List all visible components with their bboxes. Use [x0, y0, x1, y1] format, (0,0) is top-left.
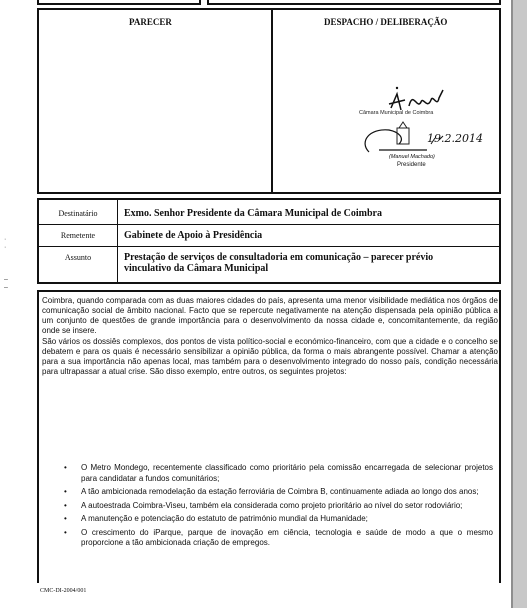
routing-value: Exmo. Senhor Presidente da Câmara Municipal de Coimbra — [124, 208, 382, 219]
body-paragraph-2: São vários os dossiês complexos, dos pontos de vista político-social e económico-financeiro, com que a cidade e o concelho se debatem e para os quais é necessário sensibilizar a opinião pública, da forma o mais abrangente possível. Chamar a atenção para a sua importância não apenas local, mas também para o desenvolvimento integrado do nosso país, condição necessária para ultrapassar a atual crise. São disso exemplo, entre outros, os seguintes projetos: — [42, 337, 498, 376]
routing-label: Destinatário — [58, 209, 98, 218]
routing-value: Gabinete de Apoio à Presidência — [124, 230, 263, 241]
document-body — [37, 290, 501, 583]
body-paragraph-1: Coimbra, quando comparada com as duas maiores cidades do país, apresenta uma menor visibilidade mediática nos órgãos de comunicação social de âmbito nacional. Facto que se repercute negativamente na atenção dispensada pela opinião pública a um conjunto de questões de grande importância para o desenvolvimento da nossa cidade e, concomitantemente, da região onde se insere. — [42, 296, 498, 335]
list-item: • O Metro Mondego, recentemente classificado como prioritário pela comissão encarregada de selecionar projetos para candidatar a fundos comunitários; — [64, 463, 493, 483]
signer-name: (Manuel Machado) — [389, 154, 435, 160]
routing-divider — [39, 224, 499, 225]
routing-label: Assunto — [64, 253, 92, 262]
signature-stamp — [339, 80, 499, 190]
list-item: • A tão ambicionada remodelação da estação ferroviária de Coimbra B, continuamente adiada ao longo dos anos; — [64, 487, 479, 496]
routing-table — [37, 198, 501, 284]
project-list — [39, 463, 499, 552]
parecer-despacho-box — [37, 8, 501, 194]
despacho-title: DESPACHO / DELIBERAÇÃO — [324, 17, 448, 27]
list-item: • A manutenção e potenciação do estatuto de património mundial da Humanidade; — [64, 514, 368, 523]
stamp-caption: Câmara Municipal de Coimbra — [359, 110, 434, 116]
margin-marks: · · – – — [4, 236, 8, 291]
routing-value: Prestação de serviços de consultadoria em comunicação – parecer prévio vinculativo da Câmara Municipal — [124, 252, 434, 274]
signature-date: 19.2.2014 — [427, 132, 483, 145]
routing-label: Remetente — [60, 231, 96, 240]
signer-role: Presidente — [397, 162, 426, 168]
top-strip-left — [37, 0, 201, 5]
list-item: • O crescimento do iParque, parque de inovação em ciência, tecnologia e saúde de modo a que o mesmo proporcione a tão ambicionada criação de empregos. — [64, 527, 493, 547]
footer-code: CMC-DI-2004/001 — [40, 588, 87, 594]
column-divider — [271, 10, 273, 194]
routing-divider — [39, 246, 499, 247]
routing-row-destinatario — [39, 206, 499, 226]
list-item: • A autoestrada Coimbra-Viseu, também ela considerada como projeto prioritário ao nível do setor rodoviário; — [64, 500, 463, 510]
scrollbar[interactable] — [511, 0, 527, 608]
routing-row-assunto — [39, 252, 499, 282]
top-strip-right — [207, 0, 501, 5]
scrollbar-edge — [511, 0, 513, 608]
parecer-title: PARECER — [129, 17, 172, 27]
